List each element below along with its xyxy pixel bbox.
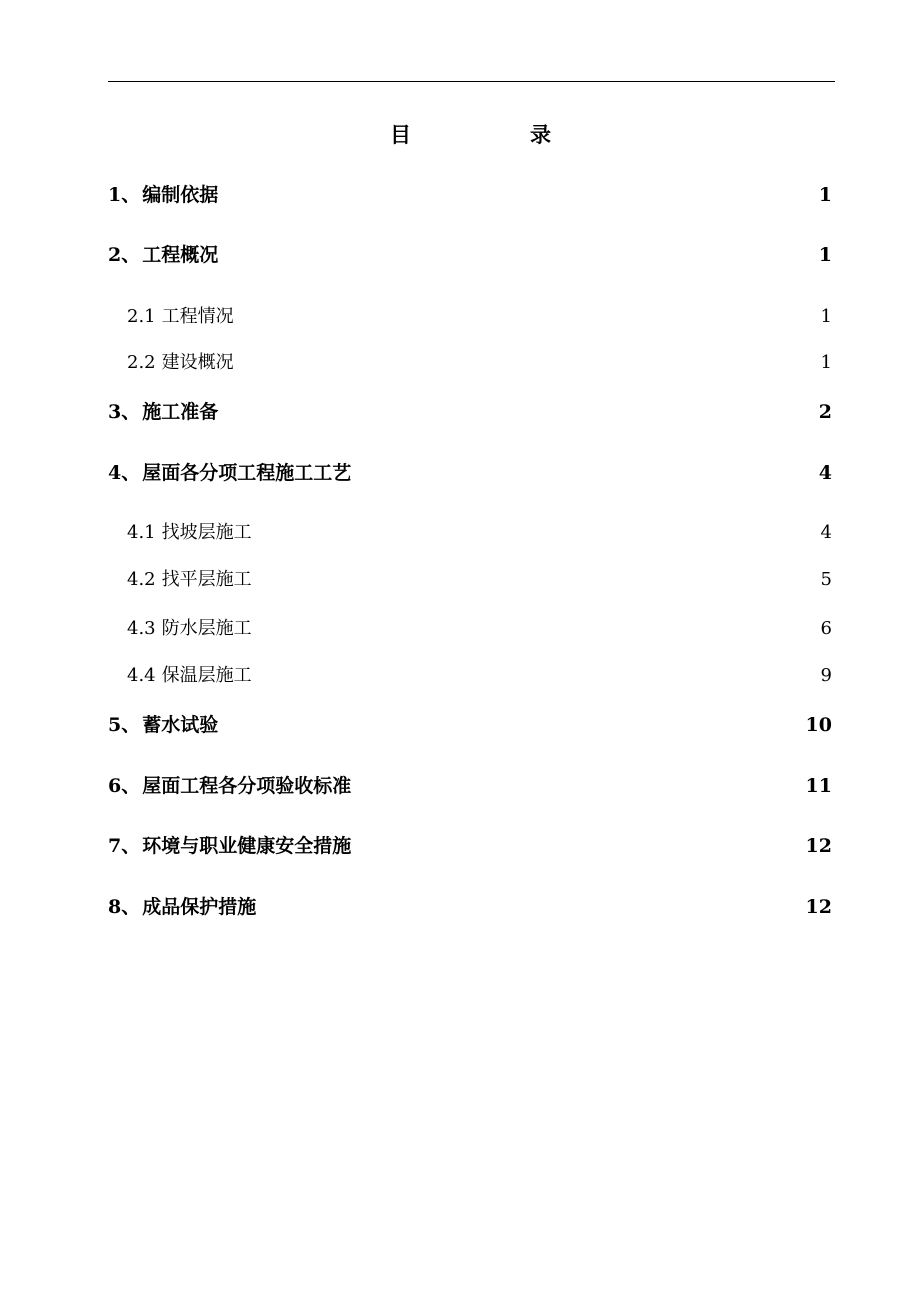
toc-entry-4-2[interactable] (127, 567, 832, 593)
toc-entry-4[interactable] (108, 459, 832, 487)
toc-entry-label: 保温层施工 (161, 665, 252, 686)
toc-entry-label: 成品保护措施 (142, 896, 257, 918)
toc-page-number: 1 (818, 244, 832, 266)
toc-page-number: 5 (820, 569, 832, 590)
toc-page-number: 9 (820, 665, 832, 686)
toc-title (0, 120, 920, 150)
toc-entry-number: 2.2 (127, 352, 156, 373)
toc-page-number: 10 (805, 714, 832, 736)
toc-entry-label: 工程情况 (161, 306, 234, 327)
toc-entry-number: 4.4 (127, 665, 156, 686)
toc-entry-label: 建设概况 (161, 352, 234, 373)
toc-page-number: 4 (818, 462, 832, 484)
toc-entry-label: 屋面各分项工程施工工艺 (142, 462, 352, 484)
toc-entry-7[interactable] (108, 832, 832, 860)
toc-entry-number: 8、 (108, 896, 141, 918)
toc-entry-number: 7、 (108, 835, 141, 857)
toc-entry-6[interactable] (108, 772, 832, 800)
toc-entry-label: 找平层施工 (161, 569, 252, 590)
toc-entry-number: 2.1 (127, 306, 156, 327)
toc-entry-number: 2、 (108, 244, 141, 266)
toc-page-number: 12 (805, 896, 832, 918)
toc-entry-2-1[interactable] (127, 304, 832, 330)
toc-page-number: 1 (820, 306, 832, 327)
toc-page-number: 11 (805, 775, 832, 797)
toc-entry-label: 编制依据 (142, 184, 219, 206)
toc-entry-label: 施工准备 (142, 401, 219, 423)
toc-entry-4-3[interactable] (127, 616, 832, 642)
toc-entry-3[interactable] (108, 398, 832, 426)
toc-entry-label: 屋面工程各分项验收标准 (142, 775, 352, 797)
toc-entry-number: 3、 (108, 401, 141, 423)
toc-entry-number: 4.2 (127, 569, 156, 590)
toc-entry-2[interactable] (108, 241, 832, 269)
toc-entry-label: 环境与职业健康安全措施 (142, 835, 352, 857)
toc-entry-label: 找坡层施工 (161, 522, 252, 543)
toc-entry-8[interactable] (108, 893, 832, 921)
toc-title-char-2: 录 (530, 122, 551, 147)
toc-entry-number: 1、 (108, 184, 141, 206)
toc-page-number: 4 (820, 522, 832, 543)
header-rule (108, 81, 835, 82)
toc-entry-5[interactable] (108, 711, 832, 739)
toc-page-number: 2 (818, 401, 832, 423)
toc-entry-label: 蓄水试验 (142, 714, 219, 736)
toc-entry-2-2[interactable] (127, 350, 832, 376)
toc-page-number: 12 (805, 835, 832, 857)
toc-page-number: 6 (820, 618, 832, 639)
toc-entry-label: 工程概况 (142, 244, 219, 266)
toc-entry-number: 4.1 (127, 522, 156, 543)
toc-entry-number: 4.3 (127, 618, 156, 639)
toc-page-number: 1 (820, 352, 832, 373)
toc-entry-1[interactable] (108, 181, 832, 209)
toc-page-number: 1 (818, 184, 832, 206)
toc-entry-number: 4、 (108, 462, 141, 484)
toc-entry-number: 6、 (108, 775, 141, 797)
toc-entry-4-4[interactable] (127, 663, 832, 689)
toc-title-char-1: 目 (390, 122, 411, 147)
toc-entry-number: 5、 (108, 714, 141, 736)
toc-entry-4-1[interactable] (127, 520, 832, 546)
toc-entry-label: 防水层施工 (161, 618, 252, 639)
